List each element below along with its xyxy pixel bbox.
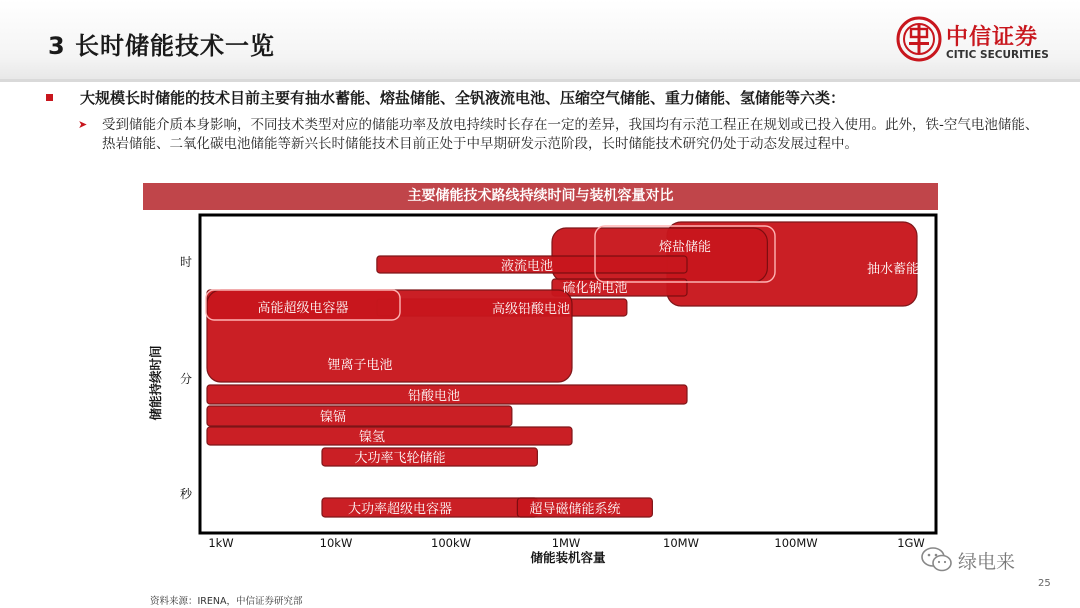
arrow-bullet-icon: ➤ [78,118,88,131]
sub-bullet-text: 受到储能介质本身影响，不同技术类型对应的储能功率及放电持续时长存在一定的差异，我国均有示范工程正在规划或已投入使用。此外，铁-空气电池储能、热岩储能、二氧化碳电池储能等新兴长时储能技术目前正处于中早期研发示范阶段，长时储能技术研究仍处于动态发展过程中。 [102,117,1039,152]
tech-label-5: 高能超级电容器 [257,301,349,316]
logo-name-en: CITIC SECURITIES [946,49,1049,61]
tech-label-9: 镍镉 [319,410,347,425]
tech-label-7: 锂离子电池 [327,358,393,373]
x-tick-2: 10kW [319,536,353,550]
logo-name-cn: 中信证券 [946,25,1039,50]
tech-label-2: 熔盐储能 [658,240,712,255]
tech-box-9 [207,406,512,426]
wechat-icon [920,546,954,574]
source-note: 资料来源：IRENA，中信证券研究部 [150,596,303,607]
tech-label-3: 液流电池 [500,259,554,274]
x-tick-1: 1kW [208,536,234,550]
tech-box-10 [207,427,572,445]
y-tick-1: 时 [179,255,193,269]
page-number: 25 [1038,578,1051,589]
y-tick-3: 秒 [179,487,193,501]
tech-box-2 [552,228,767,282]
x-axis-label: 储能装机容量 [530,550,606,565]
x-tick-7: 1GW [897,536,925,550]
tech-label-11: 大功率飞轮储能 [354,451,446,466]
tech-label-12: 大功率超级电容器 [347,502,453,517]
x-tick-6: 100MW [774,536,818,550]
y-tick-2: 分 [179,372,193,386]
wechat-watermark [918,546,1048,576]
tech-label-13: 超导磁储能系统 [529,502,621,517]
tech-label-4: 硫化钠电池 [562,281,628,296]
tech-label-1: 抽水蓄能 [866,262,920,277]
x-tick-5: 10MW [663,536,699,550]
tech-label-10: 镍氢 [358,430,386,445]
watermark-text: 绿电来 [958,551,1016,573]
main-bullet-text: 大规模长时储能的技术目前主要有抽水蓄能、熔盐储能、全钒液流电池、压缩空气储能、重力储能、氢储能等六类： [80,89,846,107]
x-tick-3: 100kW [431,536,471,550]
tech-label-6: 高级铅酸电池 [491,302,571,317]
page-title: 3 长时储能技术一览 [48,32,276,60]
tech-label-8: 铅酸电池 [407,389,461,404]
y-axis-label: 储能持续时间 [148,345,163,421]
x-tick-4: 1MW [551,536,581,550]
chart-title-banner: 主要储能技术路线持续时间与装机容量对比 [143,183,938,210]
